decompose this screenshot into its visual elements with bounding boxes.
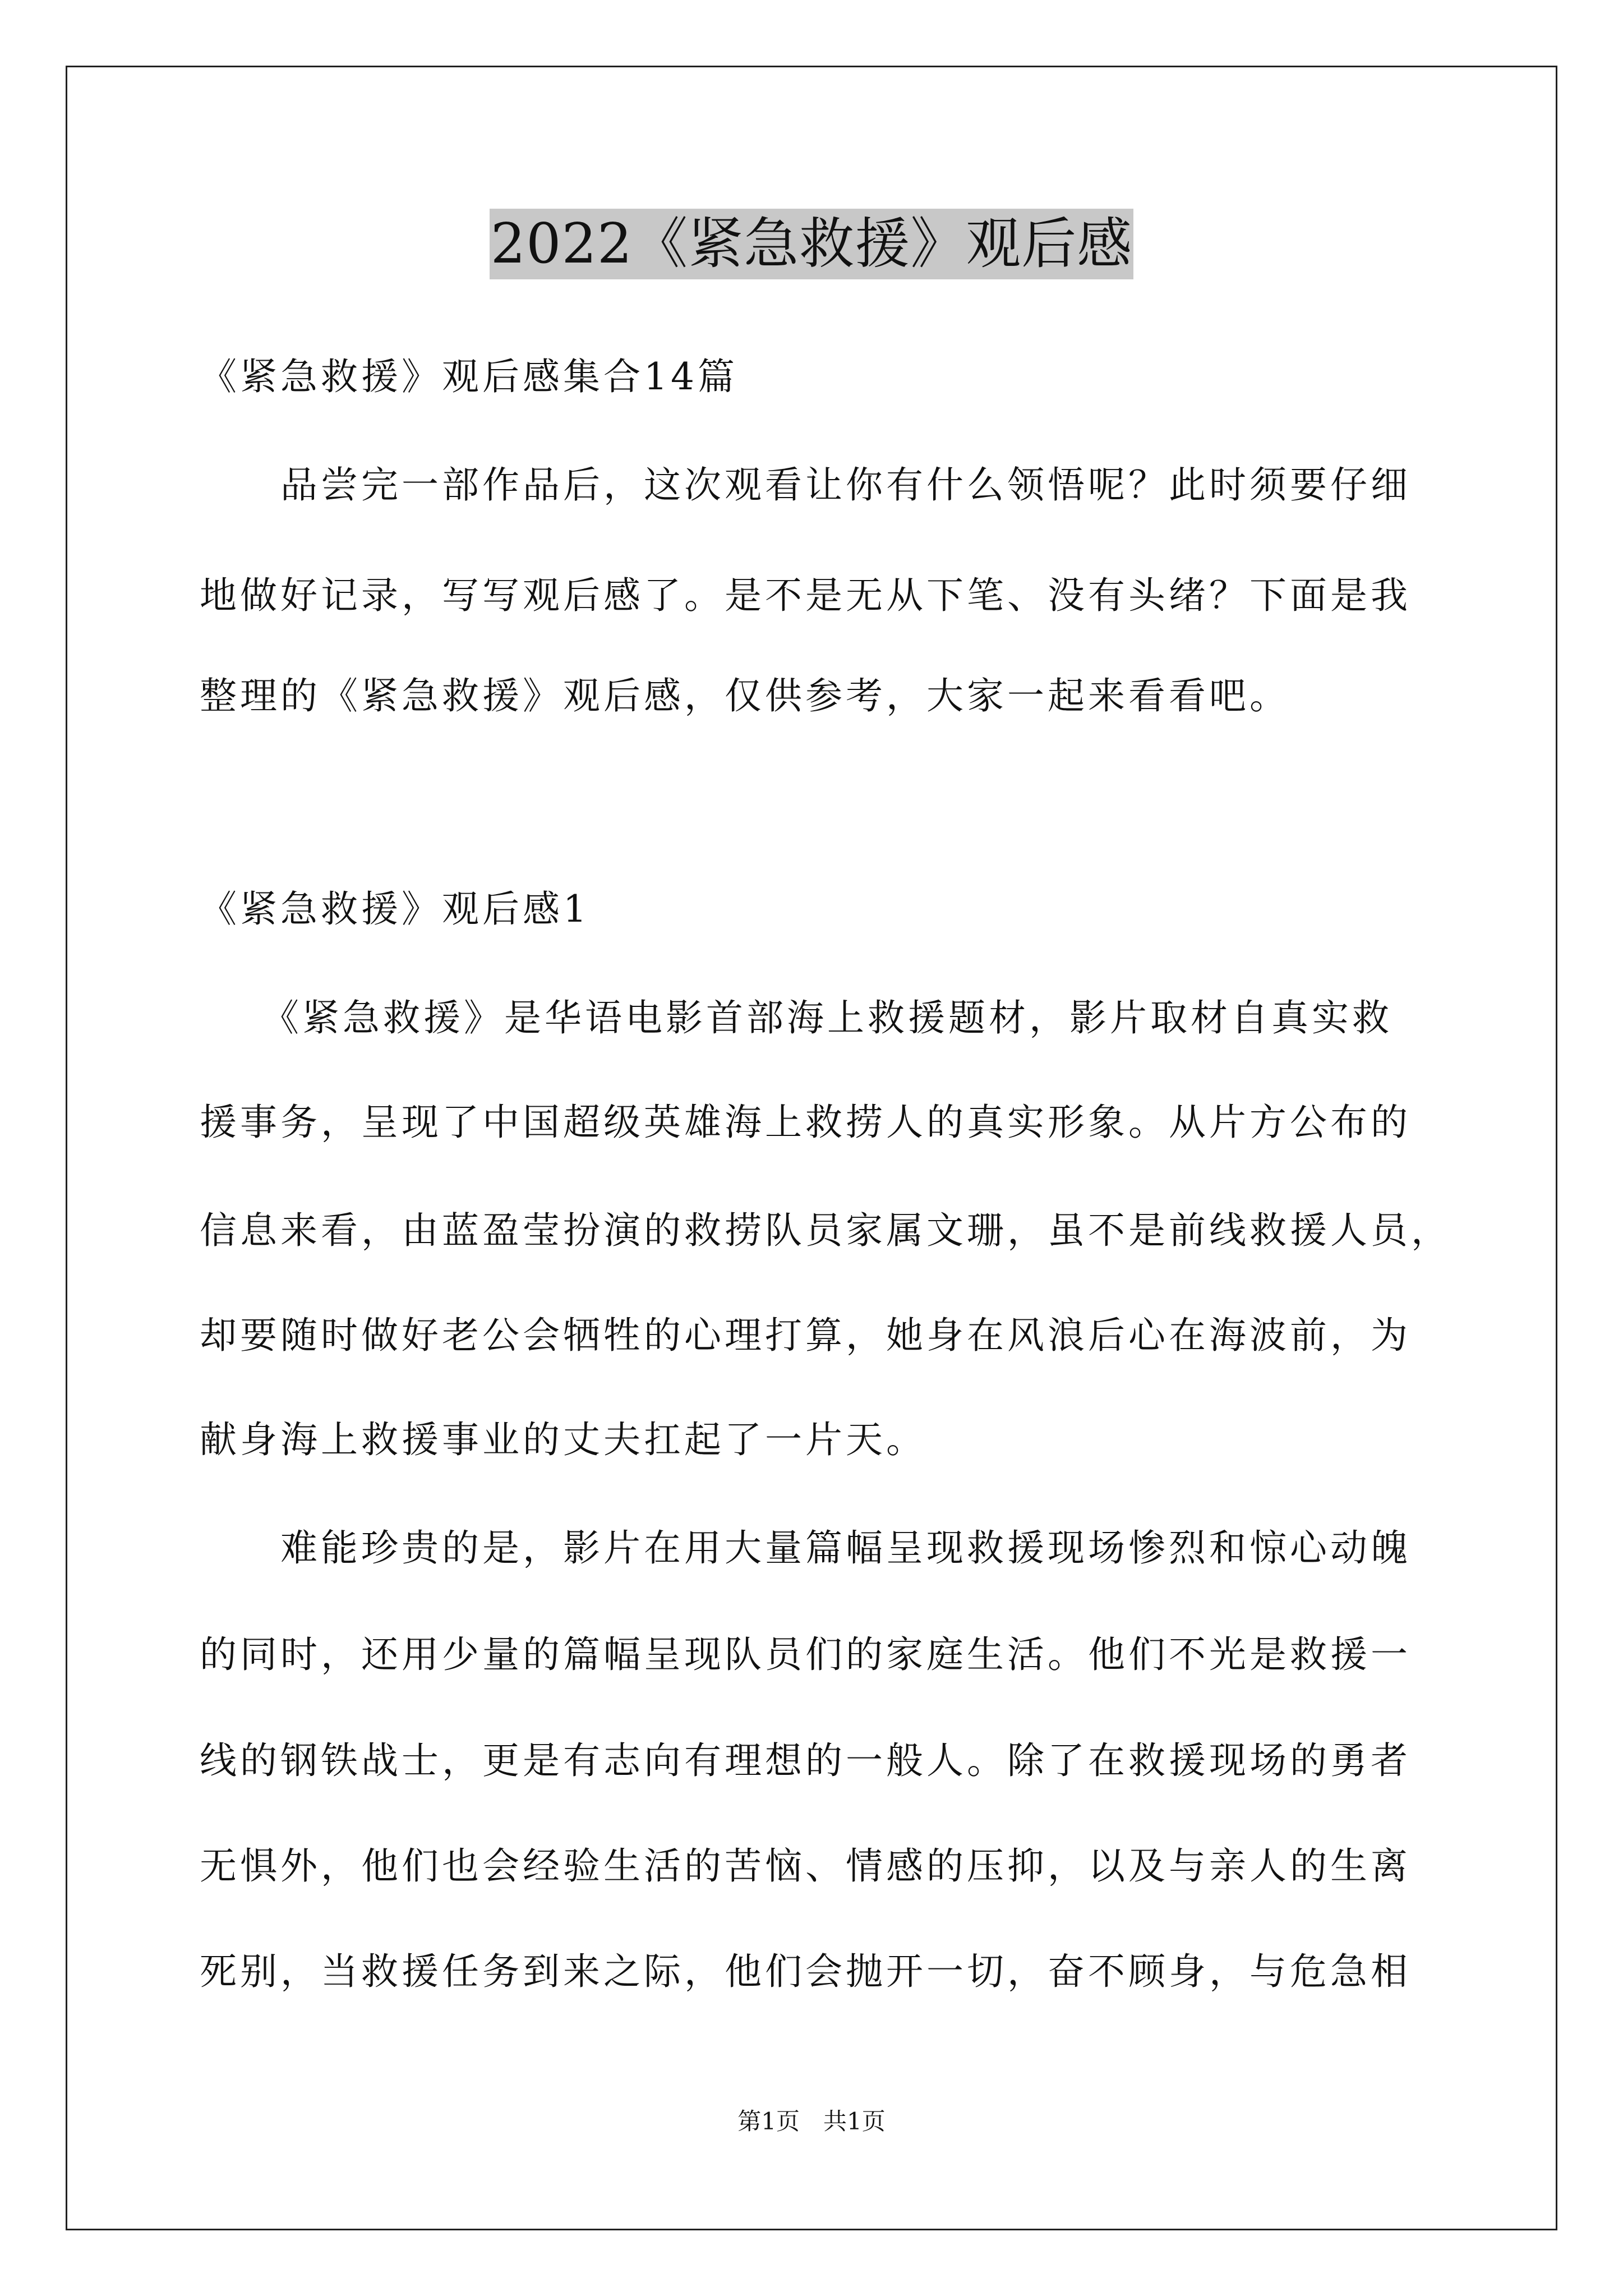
page-footer: 第1页 共1页: [737, 2108, 886, 2135]
paragraph-line: 援事务，呈现了中国超级英雄海上救捞人的真实形象。从片方公布的: [200, 1101, 1411, 1144]
paragraph-line: 难能珍贵的是，影片在用大量篇幅呈现救援现场惨烈和惊心动魄: [200, 1526, 1411, 1570]
paragraph-line: 整理的《紧急救援》观后感，仅供参考，大家一起来看看吧。: [200, 674, 1290, 717]
section-heading: 《紧急救援》观后感1: [200, 887, 590, 931]
paragraph-line: 死别，当救援任务到来之际，他们会抛开一切，奋不顾身，与危急相: [200, 1950, 1411, 1993]
paragraph-line: 的同时，还用少量的篇幅呈现队员们的家庭生活。他们不光是救援一: [200, 1633, 1411, 1676]
paragraph-line: 《紧急救援》是华语电影首部海上救援题材，影片取材自真实救: [200, 996, 1393, 1039]
paragraph-line: 地做好记录，写写观后感了。是不是无从下笔、没有头绪？下面是我: [200, 574, 1411, 617]
paragraph-line: 信息来看，由蓝盈莹扮演的救捞队员家属文珊，虽不是前线救援人员，: [200, 1209, 1451, 1252]
paragraph-line: 献身海上救援事业的丈夫扛起了一片天。: [200, 1418, 926, 1461]
paragraph-line: 却要随时做好老公会牺牲的心理打算，她身在风浪后心在海波前，为: [200, 1314, 1411, 1357]
subtitle-line: 《紧急救援》观后感集合14篇: [200, 355, 738, 398]
paragraph-line: 无惧外，他们也会经验生活的苦恼、情感的压抑，以及与亲人的生离: [200, 1844, 1411, 1888]
paragraph-line: 线的钢铁战士，更是有志向有理想的一般人。除了在救援现场的勇者: [200, 1739, 1411, 1782]
document-title-text: 2022《紧急救援》观后感: [490, 209, 1133, 279]
paragraph-line: 品尝完一部作品后，这次观看让你有什么领悟呢？此时须要仔细: [200, 463, 1411, 507]
document-title: [0, 209, 1623, 279]
